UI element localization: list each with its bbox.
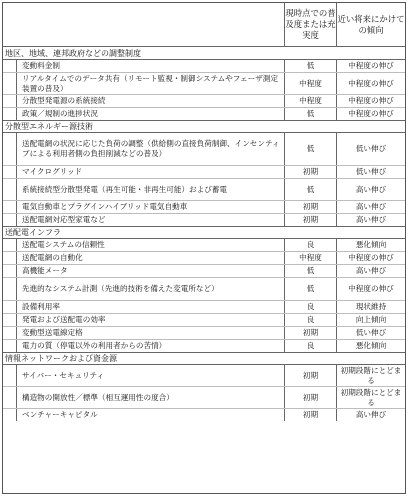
table-row [3, 200, 405, 213]
section-title: 送配電インフラ [5, 228, 61, 237]
current-level-cell: 良 [284, 301, 336, 313]
current-level-cell: 中程度 [284, 252, 336, 264]
table-row [3, 408, 405, 421]
table-row [3, 72, 405, 94]
section-row [3, 226, 405, 238]
future-trend-cell: 中程度の伸び [336, 73, 405, 94]
row-label: 電気自動車とプラグインハイブリッド電気自動車 [16, 201, 284, 213]
future-trend-cell: 中程度の伸び [336, 278, 405, 300]
future-trend-cell: 中程度の伸び [336, 95, 405, 107]
current-level-cell: 初期 [284, 327, 336, 339]
row-label: 系統接続型分散型発電（再生可能・非再生可能）および蓄電 [16, 179, 284, 200]
current-level-cell: 低 [284, 60, 336, 72]
future-trend-cell: 現状維持 [336, 301, 405, 313]
current-level-cell: 低 [284, 278, 336, 300]
table-row [3, 339, 405, 352]
row-label: 分散型発電源の系統接続 [16, 95, 284, 107]
row-label: リアルタイムでのデータ共有（リモート監視・制御システムやフェーザ測定装置の普及） [16, 73, 284, 94]
row-label: 構造物の開放性／標準（相互運用性の度合） [16, 387, 284, 408]
row-label: 送配電網対応型家電など [16, 214, 284, 226]
row-label: サイバー・セキュリティ [16, 365, 284, 386]
section-title: 情報ネットワークおよび資金源 [5, 354, 117, 363]
header-current-level [284, 3, 336, 46]
header-future-trend [336, 3, 405, 46]
table-row [3, 313, 405, 326]
future-trend-cell: 悪化傾向 [336, 239, 405, 251]
section-row [3, 47, 405, 59]
row-label: 送配電網の自動化 [16, 252, 284, 264]
future-trend-cell: 中程度の伸び [336, 108, 405, 120]
header-future-trend-text: 近い将来にかけての傾向 [337, 13, 405, 35]
future-trend-cell: 悪化傾向 [336, 340, 405, 352]
current-level-cell: 良 [284, 340, 336, 352]
future-trend-cell: 中程度の伸び [336, 60, 405, 72]
current-level-cell: 中程度 [284, 73, 336, 94]
current-level-cell: 初期 [284, 409, 336, 421]
row-label: マイクログリッド [16, 166, 284, 178]
current-level-cell: 良 [284, 314, 336, 326]
table-row [3, 213, 405, 226]
row-label: 変動型送電線定格 [16, 327, 284, 339]
future-trend-cell: 低い伸び [336, 166, 405, 178]
current-level-cell: 初期 [284, 166, 336, 178]
row-label: ベンチャーキャピタル [16, 409, 284, 421]
table-row [3, 364, 405, 386]
table-header [3, 3, 405, 47]
section-row [3, 120, 405, 132]
current-level-cell: 初期 [284, 214, 336, 226]
future-trend-cell: 高い伸び [336, 409, 405, 421]
row-label: 発電および送配電の効率 [16, 314, 284, 326]
section-row [3, 352, 405, 364]
table-row [3, 132, 405, 165]
table-row [3, 94, 405, 107]
table-row [3, 107, 405, 120]
table-row [3, 251, 405, 264]
future-trend-cell: 高い伸び [336, 179, 405, 200]
row-label: 設備利用率 [16, 301, 284, 313]
current-level-cell: 初期 [284, 365, 336, 386]
table-row [3, 165, 405, 178]
future-trend-cell: 向上傾向 [336, 314, 405, 326]
future-trend-cell: 初期段階にとどまる [336, 387, 405, 408]
table-row [3, 386, 405, 408]
table-row [3, 326, 405, 339]
future-trend-cell: 初期段階にとどまる [336, 365, 405, 386]
future-trend-cell: 高い伸び [336, 214, 405, 226]
row-label: 送配電システムの信頼性 [16, 239, 284, 251]
current-level-cell: 中程度 [284, 95, 336, 107]
table [2, 2, 406, 494]
header-current-level-text: 現時点での普及度または充実度 [285, 8, 336, 40]
future-trend-cell: 低い伸び [336, 133, 405, 165]
future-trend-cell: 中程度の伸び [336, 252, 405, 264]
future-trend-cell: 高い伸び [336, 265, 405, 277]
current-level-cell: 良 [284, 239, 336, 251]
current-level-cell: 低 [284, 265, 336, 277]
future-trend-cell: 低い伸び [336, 327, 405, 339]
current-level-cell: 初期 [284, 201, 336, 213]
current-level-cell: 低 [284, 133, 336, 165]
table-row [3, 238, 405, 251]
row-label: 先進的なシステム計測（先進的技術を備えた変電所など） [16, 278, 284, 300]
future-trend-cell: 高い伸び [336, 201, 405, 213]
row-label: 送配電網の状況に応じた負荷の調整（供給側の直接負荷制御、インセンティブによる利用者側の負担削減などの普及） [16, 133, 284, 165]
current-level-cell: 低 [284, 179, 336, 200]
section-title: 地区、地域、連邦政府などの調整制度 [5, 48, 141, 58]
row-label: 電力の質（停電以外の利用者からの苦情） [16, 340, 284, 352]
row-label: 高機能メータ [16, 265, 284, 277]
row-label: 政策／規制の進捗状況 [16, 108, 284, 120]
table-row [3, 300, 405, 313]
table-row [3, 264, 405, 277]
section-title: 分散型エネルギー源技術 [5, 122, 93, 131]
current-level-cell: 初期 [284, 387, 336, 408]
table-row [3, 277, 405, 300]
current-level-cell: 低 [284, 108, 336, 120]
table-row [3, 178, 405, 200]
row-label: 変動料金制 [16, 60, 284, 72]
table-row [3, 59, 405, 72]
